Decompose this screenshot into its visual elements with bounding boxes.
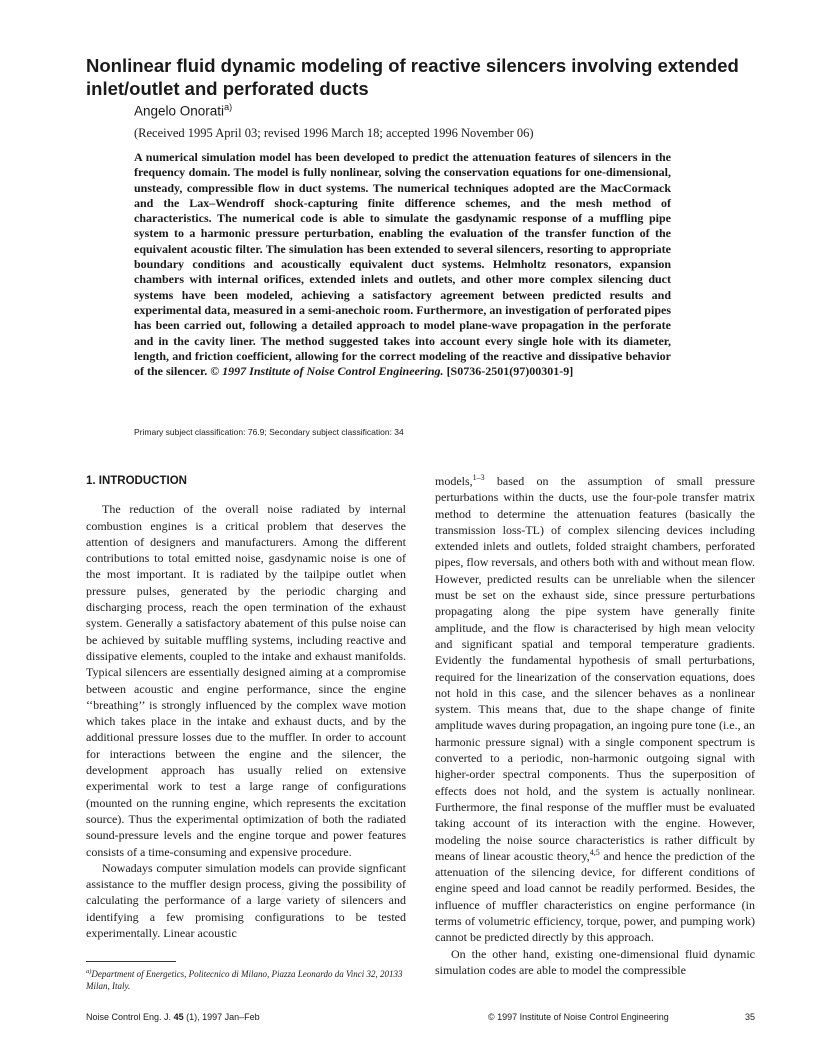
intro-paragraph-1: The reduction of the overall noise radiated by internal combustion engines is a critical problem that deserves the attention of designers and manufacturers. Among the different contributions to total emitted noise, gasdynamic noise is one of the most important. It is radiated by the tailpipe outlet when pressure pulses, generated by the periodic charging and discharging process, reach the open termination of the exhaust system. Generally a satisfactory abatement of this pulse noise can be achieved by suitable muffling systems, including reactive and dissipative elements, coupled to the intake and exhaust manifolds. Typical silencers are essentially designed aiming at a compromise between acoustic and engine performance, since the engine ‘‘breathing’’ is strongly influenced by the complex wave motion which takes place in the intake and exhaust ducts, and by the additional pressure losses due to the muffler. In order to account for interactions between the engine and the silencer, the development approach has usually relied on extensive experimental work to test a large range of configurations (mounted on the running engine, which represents the excitation source). Thus the experimental optimization of both the radiated sound-pressure levels and the engine torque and power features consists of a time-consuming and expensive procedure.: [86, 502, 406, 859]
right-column: [435, 473, 755, 978]
paragraph-text: and hence the prediction of the attenuation of the silencing device, for different conditions of engine speed and load cannot be readily performed. Besides, the influence of muffler characteristics on engine performance (in terms of volumetric efficiency, torque, power, and pumping work) cannot be predicted directly by this approach.: [435, 848, 755, 945]
received-dates: (Received 1995 April 03; revised 1996 March 18; accepted 1996 November 06): [134, 126, 534, 140]
journal-issue: (1), 1997 Jan–Feb: [186, 1012, 260, 1022]
citation-ref: 4,5: [589, 847, 600, 857]
intro-paragraph-4: On the other hand, existing one-dimensional fluid dynamic simulation codes are able to model the compressible: [435, 946, 755, 977]
journal-name: Noise Control Eng. J.: [86, 1012, 172, 1022]
abstract-copyright: © 1997 Institute of Noise Control Engineering.: [210, 364, 444, 379]
footnote-marker: a): [86, 968, 92, 975]
footnote-text: Department of Energetics, Politecnico di Milano, Piazza Leonardo da Vinci 32, 20133 Milan, Italy.: [86, 969, 403, 991]
citation-ref: 1–3: [472, 473, 485, 482]
author-affiliation-marker: a): [224, 102, 233, 112]
footer-copyright: © 1997 Institute of Noise Control Engineering: [488, 1012, 669, 1022]
page-number: 35: [745, 1012, 756, 1022]
author-line: [134, 102, 232, 119]
footer-journal: [86, 1012, 260, 1022]
abstract: [134, 150, 671, 379]
intro-paragraph-3: [435, 473, 755, 946]
footnote: [86, 966, 408, 992]
paper-title: Nonlinear fluid dynamic modeling of reactive silencers involving extended inlet/outlet and perforated ducts: [86, 55, 739, 99]
journal-volume: 45: [173, 1012, 184, 1022]
abstract-text: A numerical simulation model has been developed to predict the attenuation features of silencers in the frequency domain. The model is fully nonlinear, solving the conservation equations for one-dimensional, unsteady, compressible flow in duct systems. The numerical techniques adopted are the MacCormack and the Lax–Wendroff shock-capturing finite difference schemes, and the mesh method of characteristics. The numerical code is able to simulate the gasdynamic response of a muffling pipe system to a harmonic pressure perturbation, enabling the evaluation of the transfer function of the equivalent acoustic filter. The simulation has been extended to several silencers, resorting to appropriate boundary conditions and acoustically equivalent duct systems. Helmholtz resonators, expansion chambers with internal orifices, extended inlets and outlets, and other more complex silencing duct systems have been modeled, achieving a satisfactory agreement between predicted results and experimental data, measured in a semi-anechoic room. Furthermore, an investigation of perforated pipes has been carried out, following a detailed approach to model plane-wave propagation in the perforate and in the cavity liner. The method suggested takes into account every single hole with its diameter, length, and friction coefficient, allowing for the correct modeling of the reactive and dissipative behavior of the silencer.: [134, 150, 671, 379]
left-column: [86, 473, 406, 941]
paragraph-text: models,: [435, 474, 473, 488]
author-name: Angelo Onorati: [134, 103, 225, 119]
footnote-rule: [86, 961, 176, 962]
intro-paragraph-2: Nowadays computer simulation models can provide signficant assistance to the muffler design process, giving the possibility of calculating the performance of a large variety of silencers and identifying a few promising configurations to be tested experimentally. Linear acoustic: [86, 860, 406, 941]
section-heading-introduction: 1. INTRODUCTION: [86, 475, 187, 487]
subject-classification: Primary subject classification: 76.9; Secondary subject classification: 34: [134, 427, 404, 437]
paragraph-text: based on the assumption of small pressure perturbations within the ducts, use the four-pole transfer matrix method to determine the attenuation features (basically the transmission loss-TL) of complex silencing devices including extended inlets and outlets, folded straight chambers, perforated pipes, flow reversals, and others both with and without mean flow. However, predicted results can be unreliable when the silencer must be set on the exhaust side, since pressure perturbations propagating along the pipe system have generally finite amplitude, and the flow is characterised by high mean velocity and significant spatial and temporal temperature gradients. Evidently the fundamental hypothesis of small perturbations, required for the linearization of the conservation equations, does not hold in this case, and the silencer behaves as a nonlinear system. This means that, due to the shape change of finite amplitude waves during propagation, an ingoing pure tone (i.e., an harmonic pressure signal) with a single component spectrum is converted to a periodic, non-harmonic outgoing signal with higher-order spectral components. Thus the superposition of effects does not hold, and the system is actually nonlinear. Furthermore, the final response of the muffler must be evaluated taking account of its interaction with the engine. However, modeling the noise source characteristics is rather difficult by means of linear acoustic theory,: [435, 474, 755, 863]
doi-reference: [S0736-2501(97)00301-9]: [446, 364, 574, 379]
